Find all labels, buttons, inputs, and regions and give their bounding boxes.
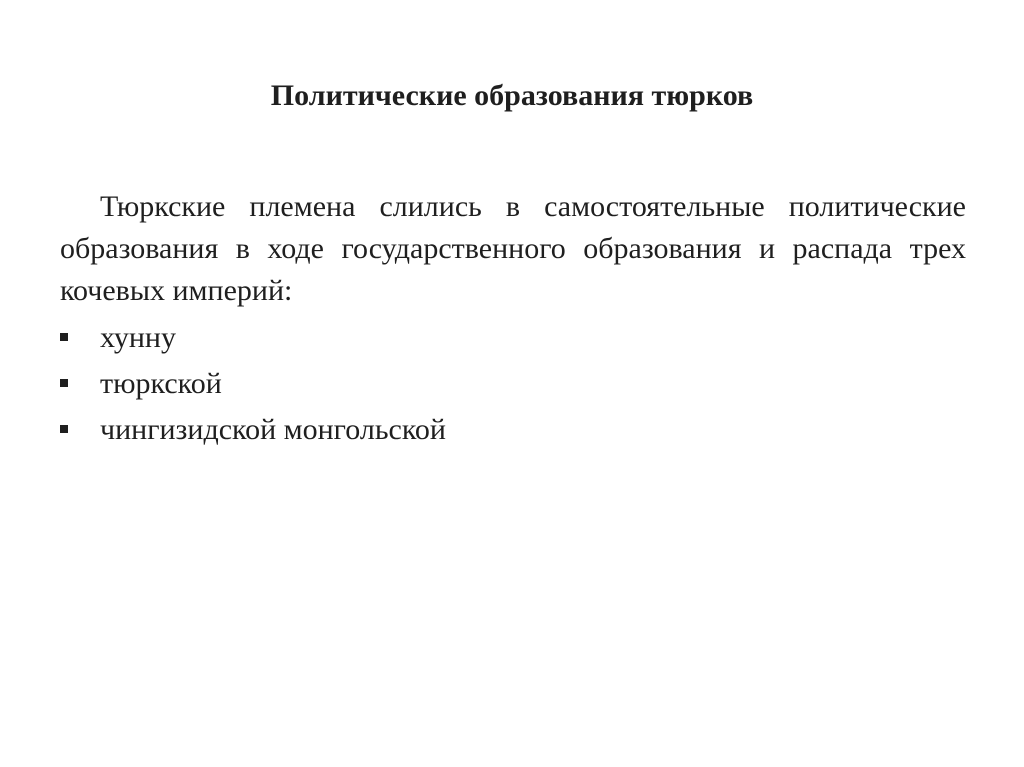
list-item-text: тюркской bbox=[100, 367, 222, 400]
list-item bbox=[60, 410, 966, 450]
list-item-text: хунну bbox=[100, 321, 176, 354]
list-item bbox=[60, 318, 966, 358]
list-item bbox=[60, 364, 966, 404]
square-bullet-icon bbox=[60, 379, 68, 387]
square-bullet-icon bbox=[60, 425, 68, 433]
intro-paragraph: Тюркские племена слились в самостоятельные политические образования в ходе государственного образования и распада трех кочевых империй: bbox=[60, 190, 966, 307]
square-bullet-icon bbox=[60, 333, 68, 341]
list-item-text: чингизидской монгольской bbox=[100, 413, 446, 446]
empire-list bbox=[60, 318, 966, 456]
slide-title: Политические образования тюрков bbox=[270, 79, 754, 112]
